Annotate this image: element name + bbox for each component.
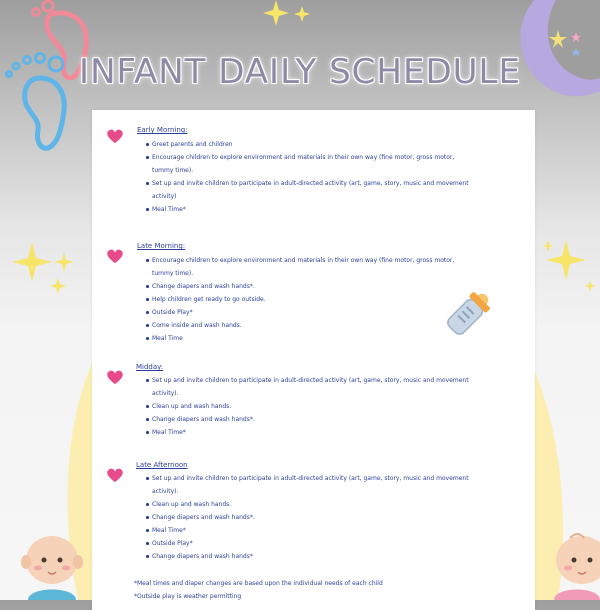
heart-icon (106, 128, 124, 144)
page-title: INFANT DAILY SCHEDULE (79, 52, 521, 92)
sparkle-icon (258, 0, 318, 40)
list-item: Encourage children to explore environment and materials in their own way (fine motor, gross motor, tummy time). (152, 254, 472, 280)
list-item: Change diapers and wash hands* (152, 550, 472, 563)
heart-icon (106, 369, 124, 385)
list-item: Encourage children to explore environment and materials in their own way (fine motor, gross motor, tummy time). (152, 151, 472, 177)
sparkle-left-icon (10, 240, 80, 300)
list-item: Clean up and wash hands. (152, 400, 472, 413)
section-heading: Midday: (136, 363, 164, 371)
list-item: Set up and invite children to participate in adult-directed activity (art, game, story, music and movement activity). (152, 472, 472, 498)
baby-left-illustration (14, 526, 94, 600)
heart-icon (106, 248, 124, 264)
list-item: Outside Play* (152, 306, 472, 319)
list-item: Outside Play* (152, 537, 472, 550)
schedule-sheet (92, 110, 535, 610)
list-item: Set up and invite children to participate in adult-directed activity (art, game, story, music and movement activity) (152, 177, 472, 203)
section-heading: Late Afternoon (136, 461, 188, 469)
section-heading: Late Morning: (137, 242, 186, 250)
list-item: Help children get ready to go outside. (152, 293, 472, 306)
section-list (152, 472, 472, 563)
section-list (152, 254, 472, 345)
section-heading: Early Morning: (137, 126, 188, 134)
sparkle-right-icon (540, 236, 600, 296)
list-item: Set up and invite children to participate in adult-directed activity (art, game, story, music and movement activity). (152, 374, 472, 400)
list-item: Change diapers and wash hands*. (152, 413, 472, 426)
list-item: Clean up and wash hands. (152, 498, 472, 511)
section-list (152, 374, 472, 439)
list-item: Come inside and wash hands. (152, 319, 472, 332)
list-item: Meal Time* (152, 524, 472, 537)
list-item: Change diapers and wash hands*. (152, 280, 472, 293)
list-item: Greet parents and children (152, 138, 472, 151)
list-item: Meal Time (152, 332, 472, 345)
heart-icon (106, 467, 124, 483)
list-item: Meal Time* (152, 426, 472, 439)
footnote: *Outside play is weather permitting (134, 593, 242, 600)
baby-bottle-icon (436, 282, 500, 346)
footnote: *Meal times and diaper changes are based upon the individual needs of each child (134, 580, 383, 587)
section-list (152, 138, 472, 216)
list-item: Meal Time* (152, 203, 472, 216)
list-item: Change diapers and wash hands*. (152, 511, 472, 524)
baby-right-illustration (548, 520, 600, 600)
